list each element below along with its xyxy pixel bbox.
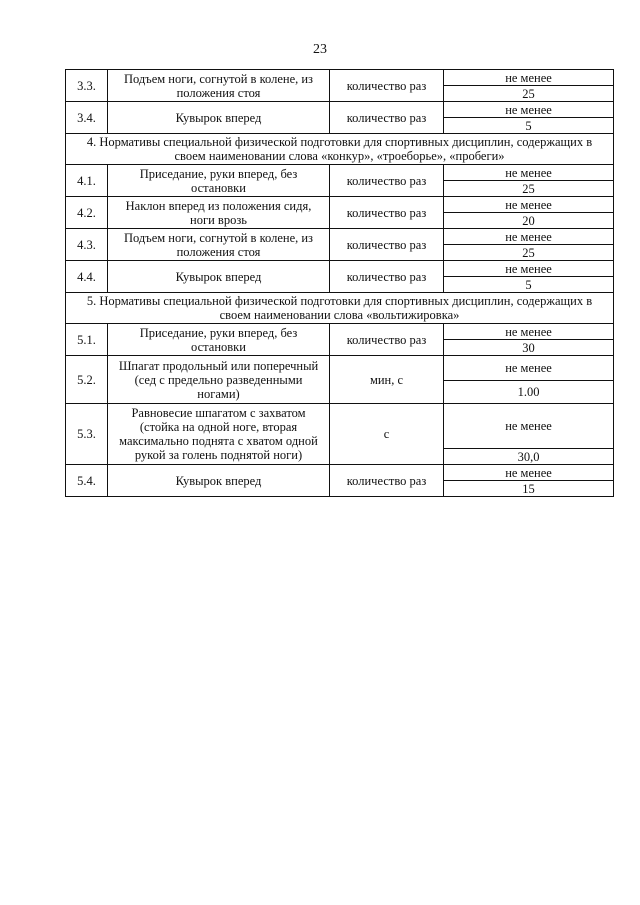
exercise-name: Шпагат продольный или поперечный (сед с предельно разведенными ногами) <box>108 356 330 404</box>
row-number: 3.4. <box>66 102 108 134</box>
table-row <box>66 404 614 449</box>
unit: количество раз <box>330 102 444 134</box>
norm-prefix: не менее <box>444 197 614 213</box>
row-number: 4.3. <box>66 229 108 261</box>
table-row <box>66 197 614 213</box>
norm-value: 25 <box>444 245 614 261</box>
norm-value: 5 <box>444 118 614 134</box>
norm-value: 30 <box>444 340 614 356</box>
table-row <box>66 356 614 381</box>
unit: количество раз <box>330 197 444 229</box>
norm-prefix: не менее <box>444 356 614 381</box>
table-row <box>66 229 614 245</box>
norm-prefix: не менее <box>444 261 614 277</box>
section-header <box>66 293 614 324</box>
exercise-name: Кувырок вперед <box>108 465 330 497</box>
row-number: 5.3. <box>66 404 108 465</box>
norm-value: 15 <box>444 481 614 497</box>
row-number: 4.1. <box>66 165 108 197</box>
section-header <box>66 134 614 165</box>
exercise-name: Приседание, руки вперед, без остановки <box>108 324 330 356</box>
unit: количество раз <box>330 70 444 102</box>
unit: количество раз <box>330 261 444 293</box>
unit: количество раз <box>330 229 444 261</box>
norm-prefix: не менее <box>444 70 614 86</box>
table-row <box>66 102 614 118</box>
norm-value: 30,0 <box>444 449 614 465</box>
norm-value: 5 <box>444 277 614 293</box>
table-row <box>66 465 614 481</box>
table-row <box>66 70 614 86</box>
section-4-title: 4. Нормативы специальной физической подготовки для спортивных дисциплин, содержащих в своем наименовании слова «конкур», «троеборье», «пробеги» <box>66 134 614 165</box>
row-number: 4.2. <box>66 197 108 229</box>
exercise-name: Подъем ноги, согнутой в колене, из положения стоя <box>108 229 330 261</box>
norm-value: 25 <box>444 86 614 102</box>
exercise-name: Подъем ноги, согнутой в колене, из положения стоя <box>108 70 330 102</box>
exercise-name: Равновесие шпагатом с захватом (стойка на одной ноге, вторая максимально поднята с хватом одной рукой за голень поднятой ноги) <box>108 404 330 465</box>
row-number: 5.1. <box>66 324 108 356</box>
norm-prefix: не менее <box>444 102 614 118</box>
exercise-name: Приседание, руки вперед, без остановки <box>108 165 330 197</box>
unit: количество раз <box>330 165 444 197</box>
exercise-name: Кувырок вперед <box>108 261 330 293</box>
table-row <box>66 324 614 340</box>
exercise-name: Кувырок вперед <box>108 102 330 134</box>
norm-prefix: не менее <box>444 165 614 181</box>
norm-prefix: не менее <box>444 229 614 245</box>
section-5-title: 5. Нормативы специальной физической подготовки для спортивных дисциплин, содержащих в своем наименовании слова «вольтижировка» <box>66 293 614 324</box>
row-number: 3.3. <box>66 70 108 102</box>
norm-prefix: не менее <box>444 324 614 340</box>
row-number: 5.4. <box>66 465 108 497</box>
unit: с <box>330 404 444 465</box>
row-number: 5.2. <box>66 356 108 404</box>
norm-prefix: не менее <box>444 404 614 449</box>
norm-value: 25 <box>444 181 614 197</box>
norm-value: 20 <box>444 213 614 229</box>
page-number: 23 <box>313 42 327 57</box>
unit: мин, с <box>330 356 444 404</box>
norms-table <box>65 69 614 497</box>
norm-prefix: не менее <box>444 465 614 481</box>
exercise-name: Наклон вперед из положения сидя, ноги врозь <box>108 197 330 229</box>
table-row <box>66 165 614 181</box>
unit: количество раз <box>330 324 444 356</box>
row-number: 4.4. <box>66 261 108 293</box>
unit: количество раз <box>330 465 444 497</box>
norm-value: 1.00 <box>444 381 614 404</box>
table-row <box>66 261 614 277</box>
